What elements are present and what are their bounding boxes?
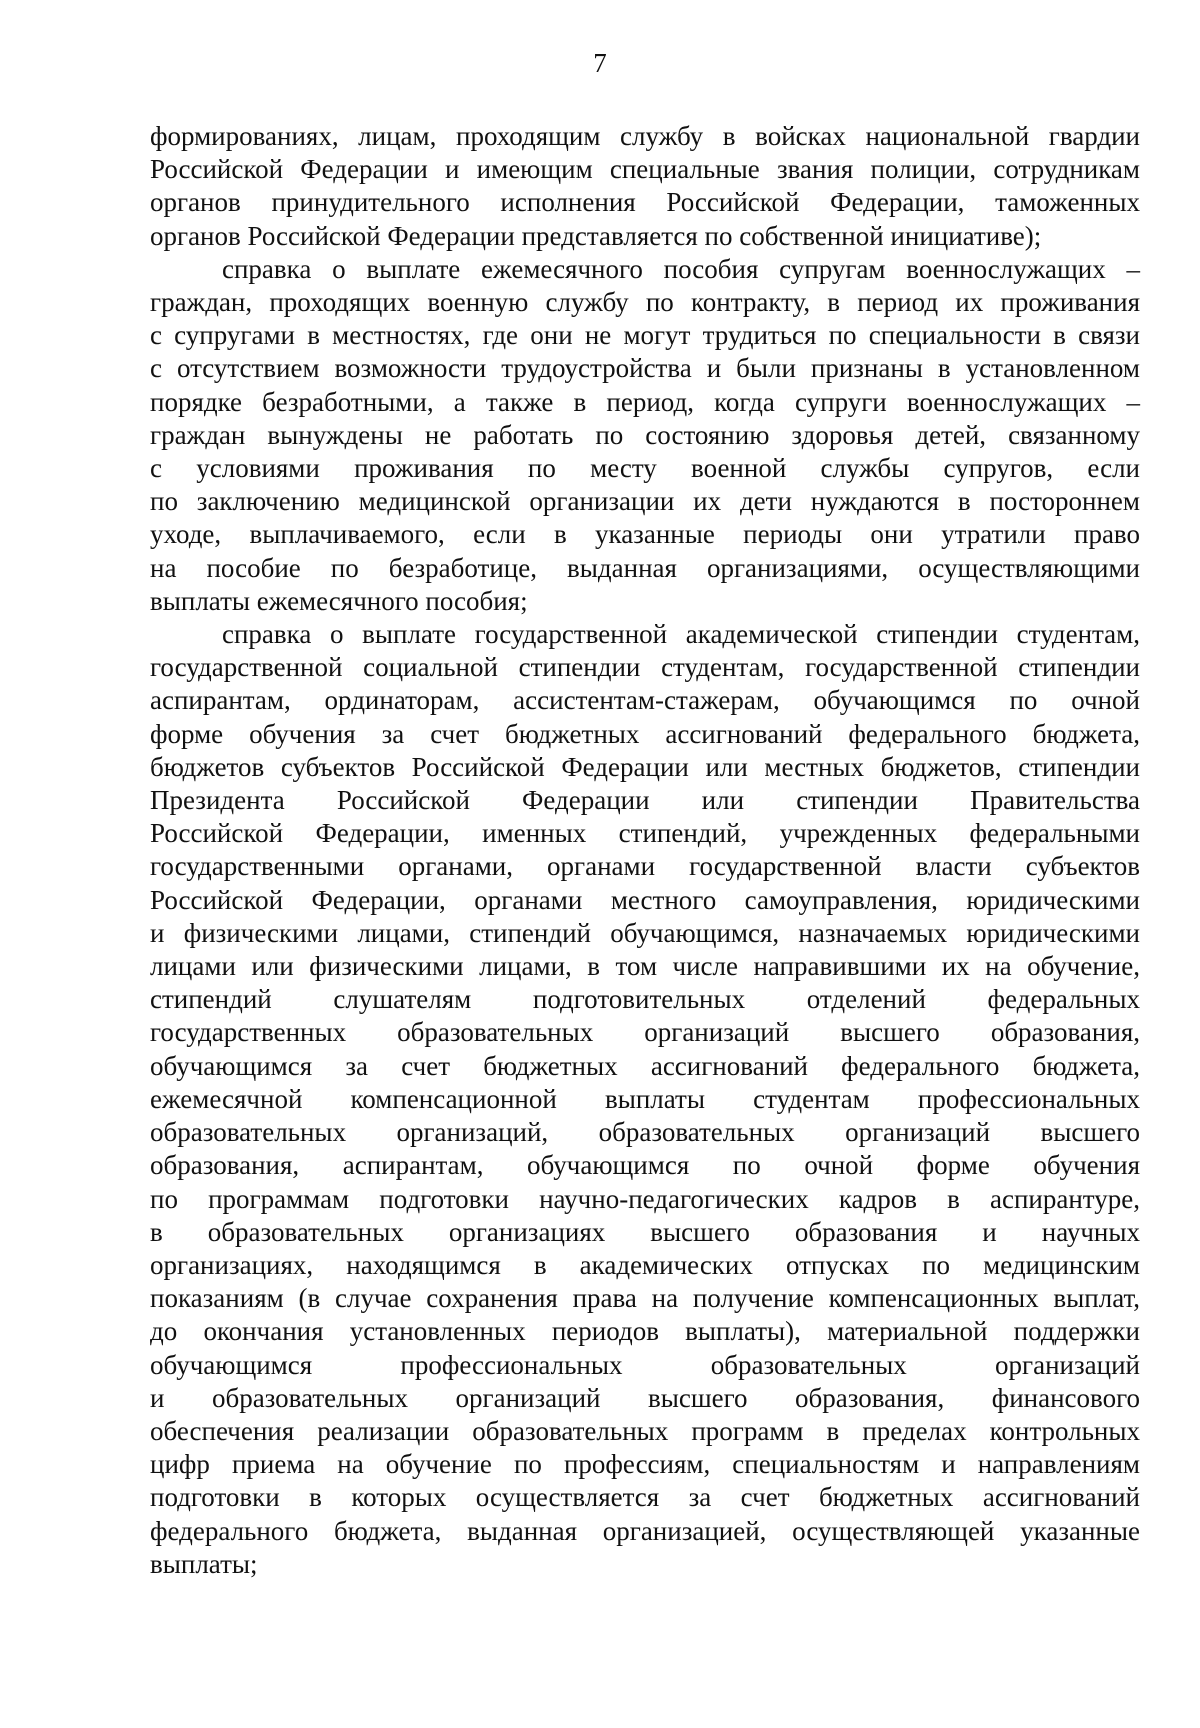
paragraph: [150, 120, 1140, 253]
text-line: обучающимся за счет бюджетных ассигнований федерального бюджета,: [150, 1050, 1140, 1081]
text-line: выплаты;: [150, 1548, 258, 1579]
text-line: по программам подготовки научно-педагогических кадров в аспирантуре,: [150, 1183, 1140, 1214]
text-line: граждан, проходящих военную службу по контракту, в период их проживания: [150, 287, 1140, 318]
page-number: 7: [593, 48, 607, 78]
text-line: Российской Федерации и имеющим специальные звания полиции, сотрудникам: [150, 154, 1140, 185]
text-line: с отсутствием возможности трудоустройства и были признаны в установленном: [150, 353, 1140, 384]
text-line: цифр приема на обучение по профессиям, специальностям и направлениям: [150, 1449, 1140, 1480]
text-line: до окончания установленных периодов выплаты), материальной поддержки: [150, 1316, 1140, 1347]
text-line: образования, аспирантам, обучающимся по очной форме обучения: [150, 1150, 1140, 1181]
document-body: [150, 120, 1140, 1581]
paragraph: [150, 253, 1140, 618]
text-line: выплаты ежемесячного пособия;: [150, 585, 528, 616]
text-line: подготовки в которых осуществляется за счет бюджетных ассигнований: [150, 1482, 1140, 1513]
text-line: государственной социальной стипендии студентам, государственной стипендии: [150, 652, 1140, 683]
text-line: и физическими лицами, стипендий обучающимся, назначаемых юридическими: [150, 917, 1140, 948]
text-line: и образовательных организаций высшего образования, финансового: [150, 1382, 1140, 1413]
paragraph: [150, 618, 1140, 1581]
text-line: государственными органами, органами государственной власти субъектов: [150, 851, 1140, 882]
text-line: Российской Федерации, именных стипендий, учрежденных федеральными: [150, 818, 1140, 849]
text-line: органов принудительного исполнения Российской Федерации, таможенных: [150, 187, 1140, 218]
text-line: федерального бюджета, выданная организацией, осуществляющей указанные: [150, 1515, 1140, 1546]
text-line: обеспечения реализации образовательных программ в пределах контрольных: [150, 1415, 1140, 1446]
text-line: Президента Российской Федерации или стипендии Правительства: [150, 785, 1140, 816]
text-line: на пособие по безработице, выданная организациями, осуществляющими: [150, 552, 1140, 583]
text-line: форме обучения за счет бюджетных ассигнований федерального бюджета,: [150, 718, 1140, 749]
text-line: государственных образовательных организаций высшего образования,: [150, 1017, 1140, 1048]
text-line: по заключению медицинской организации их дети нуждаются в постороннем: [150, 486, 1140, 517]
text-line: формированиях, лицам, проходящим службу в войсках национальной гвардии: [150, 121, 1140, 151]
text-line: показаниям (в случае сохранения права на получение компенсационных выплат,: [150, 1283, 1140, 1314]
text-line: справка о выплате ежемесячного пособия супругам военнослужащих –: [222, 253, 1140, 284]
text-line: с супругами в местностях, где они не могут трудиться по специальности в связи: [150, 320, 1140, 351]
text-line: ежемесячной компенсационной выплаты студентам профессиональных: [150, 1083, 1140, 1114]
text-line: обучающимся профессиональных образовательных организаций: [150, 1349, 1140, 1380]
text-line: справка о выплате государственной академической стипендии студентам,: [222, 619, 1140, 650]
text-line: бюджетов субъектов Российской Федерации или местных бюджетов, стипендии: [150, 751, 1140, 782]
text-line: граждан вынуждены не работать по состоянию здоровья детей, связанному: [150, 419, 1140, 450]
text-line: Российской Федерации, органами местного самоуправления, юридическими: [150, 884, 1140, 915]
text-line: стипендий слушателям подготовительных отделений федеральных: [150, 984, 1140, 1015]
text-line: уходе, выплачиваемого, если в указанные периоды они утратили право: [150, 519, 1140, 550]
text-line: с условиями проживания по месту военной службы супругов, если: [150, 453, 1140, 484]
text-line: организациях, находящимся в академических отпусках по медицинским: [150, 1249, 1140, 1280]
text-line: аспирантам, ординаторам, ассистентам-стажерам, обучающимся по очной: [150, 685, 1140, 716]
text-line: в образовательных организациях высшего образования и научных: [150, 1216, 1140, 1247]
text-line: лицами или физическими лицами, в том числе направившими их на обучение,: [150, 951, 1140, 982]
text-line: органов Российской Федерации представляется по собственной инициативе);: [150, 220, 1042, 251]
text-line: порядке безработными, а также в период, когда супруги военнослужащих –: [150, 386, 1140, 417]
text-line: образовательных организаций, образовательных организаций высшего: [150, 1117, 1140, 1148]
